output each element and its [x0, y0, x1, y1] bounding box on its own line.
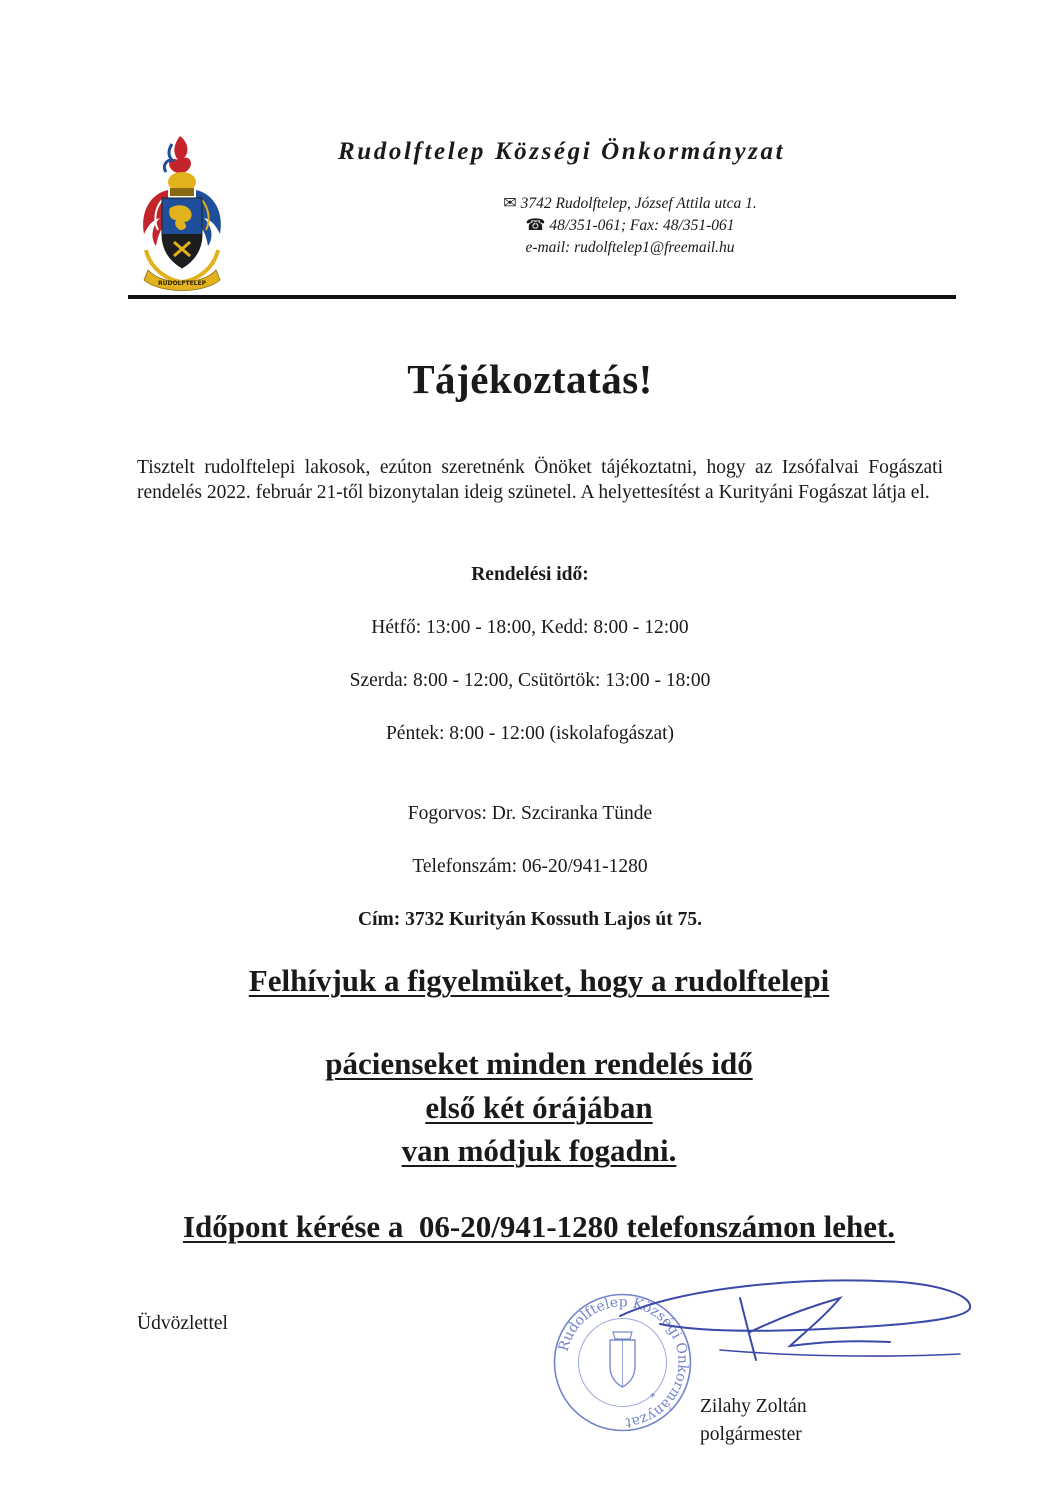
schedule-heading: Rendelési idő: — [471, 564, 589, 585]
organization-name: Rudolftelep Községi Önkormányzat — [338, 138, 786, 165]
dentist-name: Fogorvos: Dr. Szciranka Tünde — [407, 803, 653, 824]
postal-address-row — [420, 193, 840, 215]
star-icon: * — [650, 1392, 655, 1403]
signature — [600, 1268, 980, 1378]
signer-name: Zilahy Zoltán — [700, 1396, 807, 1417]
notice-line-4: van módjuk fogadni. — [401, 1133, 677, 1168]
contact-block — [420, 193, 840, 259]
stamp-text: Rudolftelep Községi Önkormányzat — [555, 1294, 691, 1431]
greeting: Üdvözlettel — [137, 1313, 228, 1334]
signer-role: polgármester — [700, 1424, 802, 1445]
phone-row — [420, 215, 840, 237]
header-divider — [128, 295, 956, 299]
telephone-icon: ☎ — [525, 217, 546, 234]
postal-address: 3742 Rudolftelep, József Attila utca 1. — [520, 195, 757, 212]
dentist-phone: Telefonszám: 06-20/941-1280 — [412, 856, 648, 877]
notice-line-3: első két órájában — [425, 1090, 653, 1125]
email-address[interactable]: e-mail: rudolftelep1@freemail.hu — [525, 239, 735, 256]
coat-of-arms-logo — [132, 130, 232, 295]
schedule-line-1: Hétfő: 13:00 - 18:00, Kedd: 8:00 - 12:00 — [371, 617, 689, 638]
envelope-icon: ✉ — [503, 195, 517, 212]
schedule-line-2: Szerda: 8:00 - 12:00, Csütörtök: 13:00 - 18:00 — [349, 670, 711, 691]
phone-fax: 48/351-061; Fax: 48/351-061 — [549, 217, 735, 234]
page-title: Tájékoztatás! — [407, 356, 653, 402]
crest-ribbon-text: RUDOLFTELEP — [157, 280, 207, 287]
schedule-line-3: Péntek: 8:00 - 12:00 (iskolafogászat) — [385, 723, 675, 744]
intro-paragraph: Tisztelt rudolftelepi lakosok, ezúton szeretnénk Önöket tájékoztatni, hogy az Izsófalvai Fogászati rendelés 2022. február 21-től bizonytalan ideig szünetel. A helyettesítést a Kurityáni Fogászat látja el. — [137, 457, 943, 503]
notice-line-2: pácienseket minden rendelés idő — [325, 1046, 753, 1081]
notice-line-1: Felhívjuk a figyelmüket, hogy a rudolftelepi — [248, 963, 830, 998]
signer-block — [700, 1393, 807, 1449]
dentist-address: Cím: 3732 Kurityán Kossuth Lajos út 75. — [358, 909, 702, 930]
appointment-notice: Időpont kérése a 06-20/941-1280 telefonszámon lehet. — [182, 1209, 896, 1244]
